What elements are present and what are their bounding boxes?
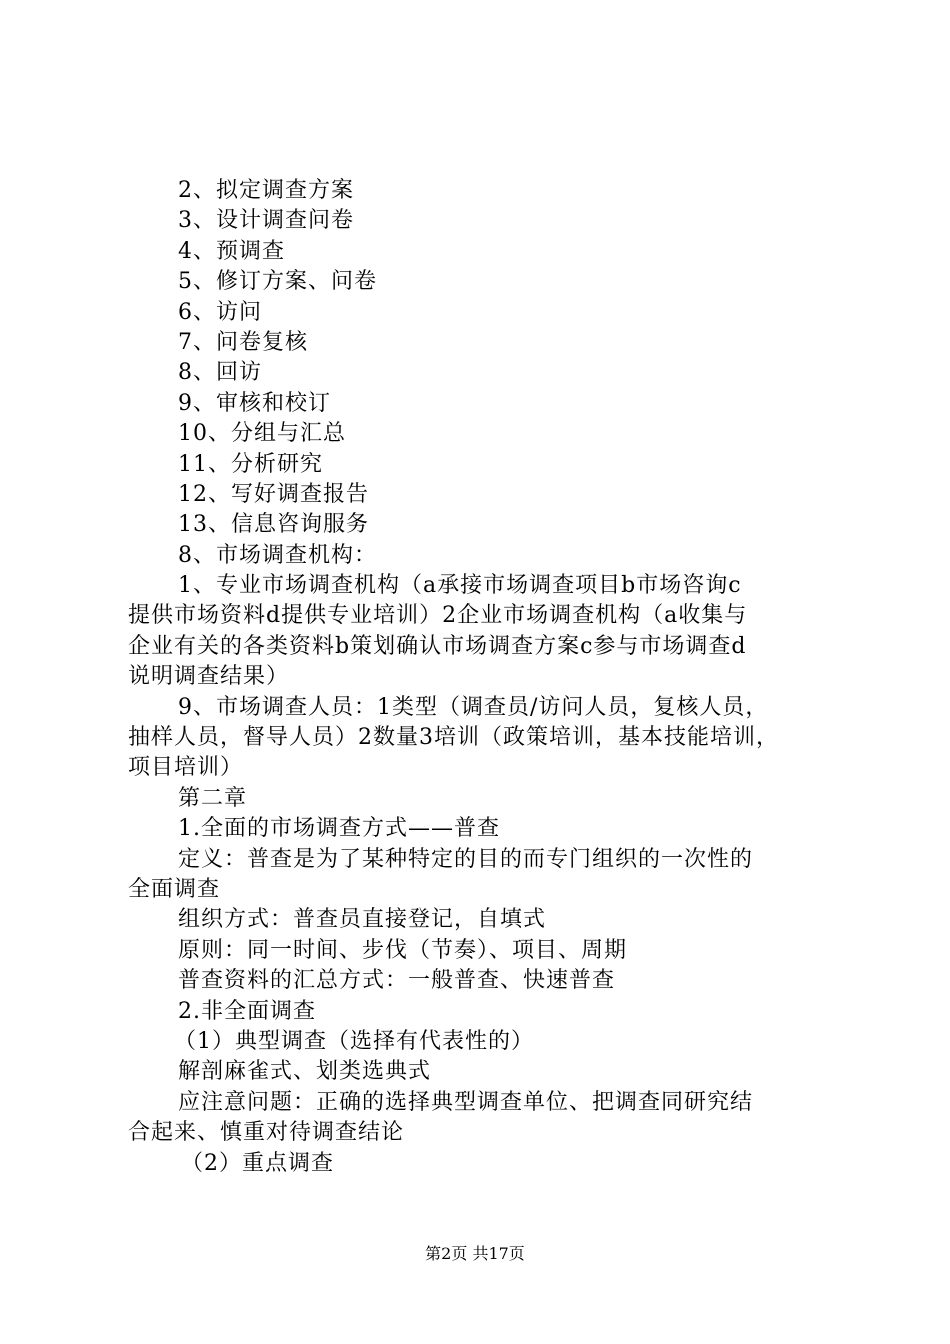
paragraph-line: 企业有关的各类资料b策划确认市场调查方案c参与市场调查d bbox=[128, 633, 747, 659]
paragraph-line: 抽样人员，督导人员）2数量3培训（政策培训，基本技能培训， bbox=[128, 725, 779, 751]
paragraph-line: 合起来、慎重对待调查结论 bbox=[128, 1120, 405, 1146]
list-item: 10、分组与汇总 bbox=[178, 421, 346, 447]
paragraph-line: 定义：普查是为了某种特定的目的而专门组织的一次性的 bbox=[178, 846, 754, 872]
paragraph-line: 9、市场调查人员：1类型（调查员/访问人员，复核人员， bbox=[178, 694, 769, 720]
list-item: 9、审核和校订 bbox=[178, 390, 331, 416]
list-item: 12、写好调查报告 bbox=[178, 481, 369, 507]
list-item: 11、分析研究 bbox=[178, 451, 323, 477]
paragraph-line: 原则：同一时间、步伐（节奏）、项目、周期 bbox=[178, 937, 628, 963]
list-item: 13、信息咨询服务 bbox=[178, 512, 369, 538]
paragraph-line: 全面调查 bbox=[128, 876, 221, 902]
list-item: 8、回访 bbox=[178, 360, 262, 386]
paragraph-line: 解剖麻雀式、划类选典式 bbox=[178, 1059, 432, 1085]
subsection-heading: （1）典型调查（选择有代表性的） bbox=[174, 1028, 534, 1054]
list-item: 5、修订方案、问卷 bbox=[178, 269, 377, 295]
paragraph-line: 应注意问题：正确的选择典型调查单位、把调查同研究结 bbox=[178, 1089, 754, 1115]
list-item: 6、访问 bbox=[178, 299, 262, 325]
paragraph-line: 说明调查结果） bbox=[128, 664, 290, 690]
paragraph-line: 项目培训） bbox=[128, 755, 244, 781]
paragraph-line: 提供市场资料d提供专业培训）2企业市场调查机构（a收集与 bbox=[128, 603, 748, 629]
paragraph-line: 普查资料的汇总方式：一般普查、快速普查 bbox=[178, 968, 616, 994]
list-item: 3、设计调查问卷 bbox=[178, 208, 354, 234]
section-heading: 2.非全面调查 bbox=[178, 998, 316, 1024]
subsection-heading: （2）重点调查 bbox=[181, 1150, 334, 1176]
list-item: 2、拟定调查方案 bbox=[178, 178, 354, 203]
chapter-heading: 第二章 bbox=[178, 785, 248, 811]
section-heading: 1.全面的市场调查方式——普查 bbox=[178, 816, 500, 842]
list-item: 4、预调查 bbox=[178, 238, 285, 264]
page-number-footer: 第2页 共17页 bbox=[425, 1244, 525, 1263]
document-body bbox=[128, 176, 834, 1179]
paragraph-line: 1、专业市场调查机构（a承接市场调查项目b市场咨询c bbox=[178, 573, 742, 599]
paragraph-line: 组织方式：普查员直接登记，自填式 bbox=[178, 907, 547, 933]
section-heading: 8、市场调查机构： bbox=[178, 542, 377, 568]
list-item: 7、问卷复核 bbox=[178, 329, 308, 355]
